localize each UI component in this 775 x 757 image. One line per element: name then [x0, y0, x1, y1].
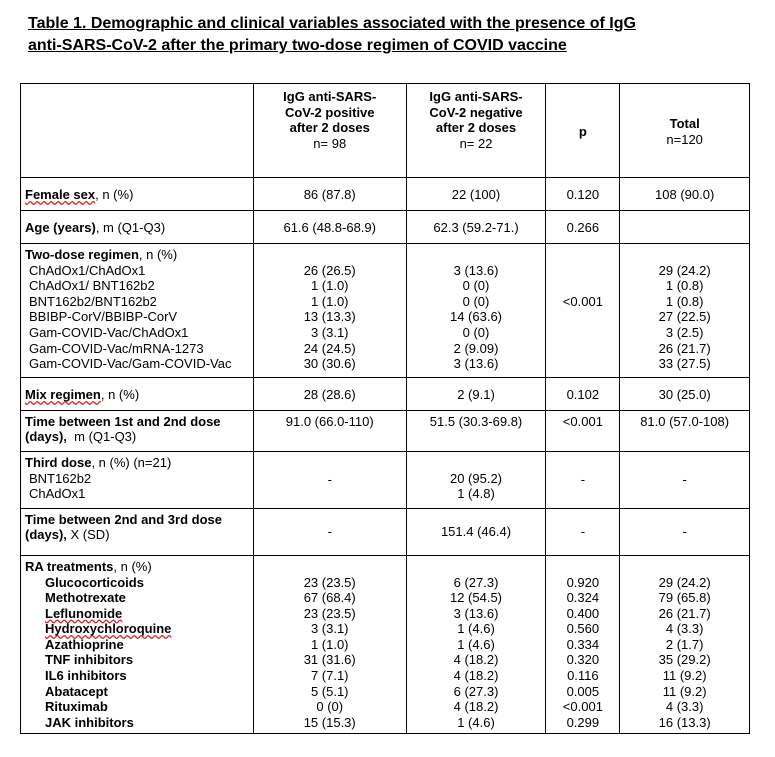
- value: 23 (23.5): [303, 574, 356, 590]
- row-label: [21, 555, 254, 734]
- header-row: [21, 84, 750, 178]
- row-label-bold: Two-dose regimen: [25, 247, 139, 262]
- value: 0.334: [566, 636, 600, 652]
- value: 3 (3.1): [310, 621, 349, 637]
- ra-item: Azathioprine: [45, 636, 124, 652]
- cell-negative: 151.4 (46.4): [406, 508, 546, 555]
- value: 12 (54.5): [449, 590, 503, 606]
- value: 13 (13.3): [303, 309, 356, 325]
- value: 4 (18.2): [453, 699, 499, 715]
- value: 26 (21.7): [658, 605, 711, 621]
- value: 26 (21.7): [658, 340, 711, 356]
- header-total-n: n=120: [666, 131, 703, 147]
- regimen-item: ChAdOx1/ BNT162b2: [29, 278, 155, 294]
- row-label-rest: m (Q1-Q3): [66, 429, 137, 445]
- value: 3 (2.5): [665, 324, 704, 340]
- regimen-item: BBIBP-CorV/BBIBP-CorV: [29, 309, 178, 325]
- title-text-line1: Demographic and clinical variables associated with the presence of IgG: [90, 15, 636, 32]
- value: 0 (0): [462, 293, 490, 309]
- row-label-rest: , n (%): [138, 247, 178, 262]
- cell-p: -: [546, 451, 620, 508]
- value: 4 (3.3): [665, 621, 704, 637]
- header-negative: [406, 84, 546, 178]
- row-label-rest: , n (%): [113, 558, 152, 574]
- cell-total: -: [620, 451, 750, 508]
- row-label-rest: , n (%): [100, 386, 140, 402]
- row-mix-regimen: [21, 377, 750, 410]
- cell-negative: 62.3 (59.2-71.): [406, 211, 546, 244]
- third-dose-item: BNT162b2: [29, 470, 92, 486]
- header-negative-line: IgG anti-SARS-: [429, 89, 523, 104]
- ra-item: JAK inhibitors: [45, 714, 134, 730]
- value: 4 (3.3): [665, 699, 704, 715]
- row-time-2nd-3rd: [21, 508, 750, 555]
- value: 24 (24.5): [303, 340, 356, 356]
- value: 1 (4.8): [457, 486, 495, 502]
- value: <0.001: [562, 293, 603, 309]
- cell-total: -: [620, 508, 750, 555]
- cell-negative: [406, 451, 546, 508]
- title-line-1: [28, 15, 636, 32]
- value: 4 (18.2): [453, 668, 499, 684]
- regimen-item: ChAdOx1/ChAdOx1: [29, 262, 146, 278]
- cell-total: [620, 211, 750, 244]
- row-label: [21, 410, 254, 451]
- value: 29 (24.2): [658, 262, 711, 278]
- value: 29 (24.2): [658, 574, 711, 590]
- value: 16 (13.3): [658, 714, 711, 730]
- header-empty-cell: [21, 84, 254, 178]
- ra-item: TNF inhibitors: [45, 652, 134, 668]
- cell-total: [620, 555, 750, 734]
- value: 14 (63.6): [449, 309, 503, 325]
- row-label: [21, 178, 254, 211]
- row-label-bold: Third dose: [25, 454, 92, 470]
- row-ra-treatments: [21, 555, 750, 734]
- row-label-bold: Time between 2nd and 3rd dose: [25, 511, 222, 527]
- value: 35 (29.2): [658, 652, 711, 668]
- value: 1 (4.6): [457, 621, 495, 637]
- row-label: [21, 508, 254, 555]
- ra-item: Abatacept: [45, 683, 108, 699]
- header-positive-line: IgG anti-SARS-: [283, 89, 377, 104]
- value: 1 (0.8): [665, 293, 704, 309]
- cell-total: 108 (90.0): [620, 178, 750, 211]
- value: 1 (1.0): [310, 278, 349, 294]
- cell-positive: 86 (87.8): [253, 178, 406, 211]
- value: 5 (5.1): [310, 683, 349, 699]
- cell-positive: -: [253, 508, 406, 555]
- header-positive: [253, 84, 406, 178]
- cell-p: 0.266: [546, 211, 620, 244]
- cell-positive: 91.0 (66.0-110): [253, 410, 406, 451]
- value: 0.400: [566, 605, 600, 621]
- regimen-item: Gam-COVID-Vac/mRNA-1273: [29, 340, 204, 356]
- title-text-line2: anti-SARS-CoV-2 after the primary two-dose regimen of COVID vaccine: [28, 37, 567, 54]
- ra-item: Methotrexate: [45, 590, 126, 606]
- value: <0.001: [562, 699, 603, 715]
- row-label-bold: Female sex: [25, 187, 96, 203]
- value: 2 (9.09): [453, 340, 499, 356]
- row-label-rest: X (SD): [66, 527, 110, 543]
- row-label-bold: (days),: [25, 527, 67, 543]
- row-label-rest: , n (%): [95, 187, 134, 203]
- value: 23 (23.5): [303, 605, 356, 621]
- row-label-bold: (days),: [25, 429, 67, 445]
- value: 2 (1.7): [665, 636, 704, 652]
- header-positive-line: CoV-2 positive: [284, 104, 375, 120]
- value: 4 (18.2): [453, 652, 499, 668]
- cell-negative: 51.5 (30.3-69.8): [406, 410, 546, 451]
- value: 6 (27.3): [453, 574, 499, 590]
- cell-p: 0.102: [546, 377, 620, 410]
- cell-negative: 22 (100): [406, 178, 546, 211]
- value: 0 (0): [462, 324, 490, 340]
- value: 6 (27.3): [453, 683, 499, 699]
- value: 1 (0.8): [665, 278, 704, 294]
- value: 1 (4.6): [457, 714, 495, 730]
- value: 33 (27.5): [658, 356, 711, 372]
- row-label-bold: Time between 1st and 2nd dose: [25, 413, 221, 429]
- cell-p: [546, 244, 620, 378]
- row-age: [21, 211, 750, 244]
- value: 1 (4.6): [457, 636, 495, 652]
- cell-p: 0.120: [546, 178, 620, 211]
- value: 20 (95.2): [449, 470, 503, 486]
- row-label: [21, 377, 254, 410]
- value: 27 (22.5): [658, 309, 711, 325]
- value: 0 (0): [462, 278, 490, 294]
- value: 31 (31.6): [303, 652, 356, 668]
- value: 0.920: [566, 574, 600, 590]
- value: 11 (9.2): [662, 683, 707, 699]
- row-label: [21, 244, 254, 378]
- data-table: [20, 83, 750, 734]
- ra-item: Hydroxychloroquine: [45, 621, 172, 637]
- cell-positive: 28 (28.6): [253, 377, 406, 410]
- value: 30 (30.6): [303, 356, 356, 372]
- header-total: [620, 84, 750, 178]
- value: 0.299: [566, 714, 600, 730]
- cell-positive: [253, 555, 406, 734]
- header-negative-line: after 2 doses: [435, 120, 517, 136]
- header-negative-line: CoV-2 negative: [429, 104, 523, 120]
- cell-positive: -: [253, 451, 406, 508]
- regimen-item: BNT162b2/BNT162b2: [29, 293, 157, 309]
- value: 11 (9.2): [662, 668, 707, 684]
- value: 0.324: [566, 590, 600, 606]
- header-total-label: Total: [669, 115, 700, 131]
- cell-total: 81.0 (57.0-108): [620, 410, 750, 451]
- ra-item: Leflunomide: [45, 605, 123, 621]
- ra-item: IL6 inhibitors: [45, 668, 127, 684]
- row-time-1st-2nd: [21, 410, 750, 451]
- value: 26 (26.5): [303, 262, 356, 278]
- row-label: [21, 451, 254, 508]
- cell-p: [546, 555, 620, 734]
- row-label-bold: Age (years): [25, 220, 96, 236]
- row-label-bold: Mix regimen: [25, 386, 101, 402]
- value: 1 (1.0): [310, 293, 349, 309]
- cell-negative: [406, 244, 546, 378]
- third-dose-item: ChAdOx1: [29, 486, 86, 502]
- value: 0.005: [566, 683, 600, 699]
- value: 0.320: [566, 652, 600, 668]
- header-p: p: [546, 84, 620, 178]
- table-number: Table 1.: [28, 15, 87, 32]
- value: 0.116: [567, 668, 599, 684]
- cell-negative: [406, 555, 546, 734]
- ra-item: Glucocorticoids: [45, 574, 144, 590]
- value: 0 (0): [316, 699, 344, 715]
- row-two-dose-regimen: [21, 244, 750, 378]
- cell-total: 30 (25.0): [620, 377, 750, 410]
- value: 3 (3.1): [310, 324, 349, 340]
- row-label: [21, 211, 254, 244]
- value: 67 (68.4): [303, 590, 356, 606]
- row-label-rest: , n (%) (n=21): [91, 454, 172, 470]
- ra-item: Rituximab: [45, 699, 108, 715]
- header-negative-n: n= 22: [459, 135, 493, 151]
- row-female-sex: [21, 178, 750, 211]
- cell-total: [620, 244, 750, 378]
- row-label-bold: RA treatments: [25, 558, 114, 574]
- value: 15 (15.3): [303, 714, 356, 730]
- value: 79 (65.8): [658, 590, 711, 606]
- header-positive-n: n= 98: [313, 135, 347, 151]
- cell-negative: 2 (9.1): [406, 377, 546, 410]
- header-positive-line: after 2 doses: [289, 120, 370, 136]
- value: 3 (13.6): [453, 262, 499, 278]
- cell-positive: 61.6 (48.8-68.9): [253, 211, 406, 244]
- value: 7 (7.1): [310, 668, 349, 684]
- row-label-rest: , m (Q1-Q3): [95, 220, 166, 236]
- value: 3 (13.6): [453, 356, 499, 372]
- value: 3 (13.6): [453, 605, 499, 621]
- cell-p: <0.001: [546, 410, 620, 451]
- cell-p: -: [546, 508, 620, 555]
- row-third-dose: [21, 451, 750, 508]
- value: 1 (1.0): [310, 636, 349, 652]
- regimen-item: Gam-COVID-Vac/Gam-COVID-Vac: [29, 356, 232, 372]
- value: 0.560: [566, 621, 600, 637]
- cell-positive: [253, 244, 406, 378]
- table-title: [28, 13, 748, 57]
- regimen-item: Gam-COVID-Vac/ChAdOx1: [29, 324, 189, 340]
